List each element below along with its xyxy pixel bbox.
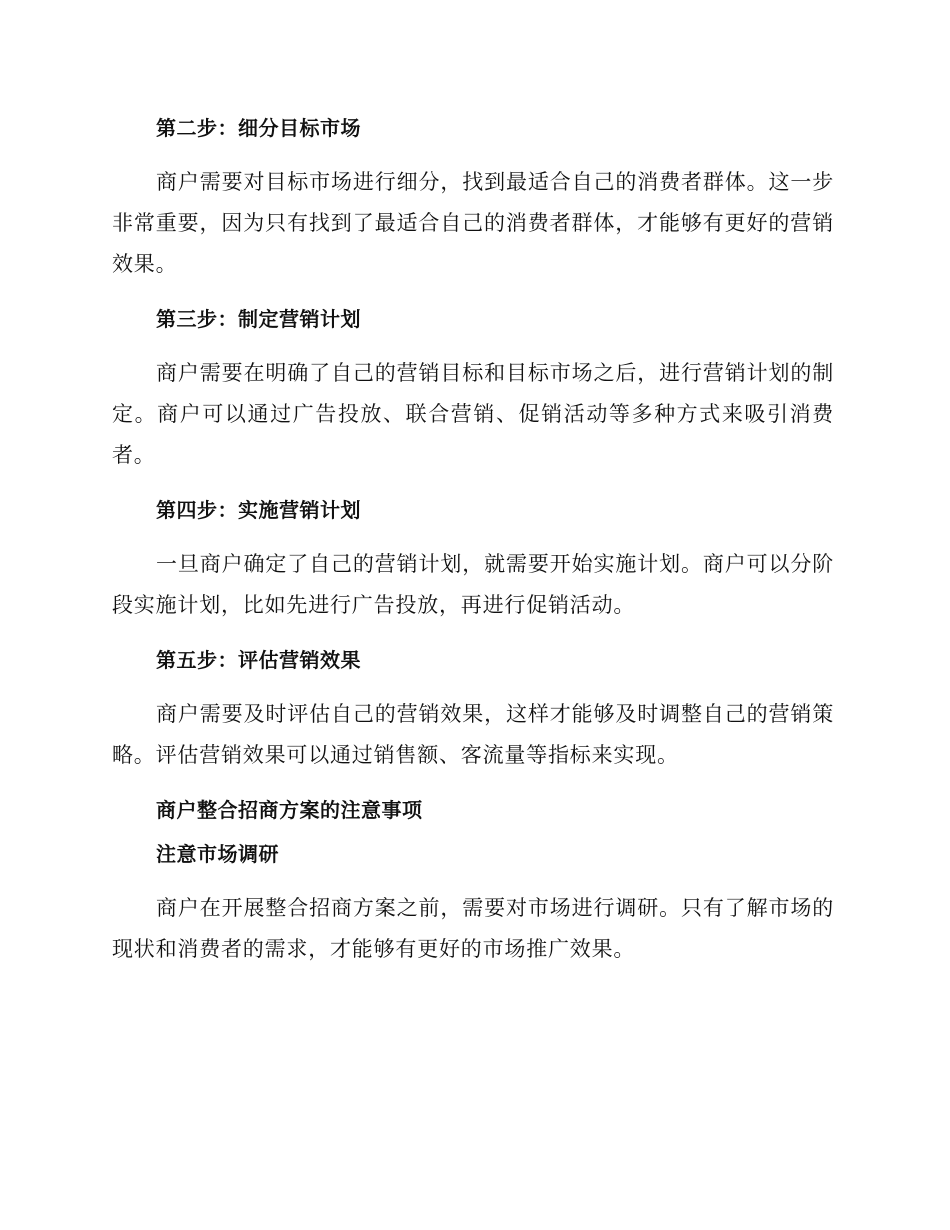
document-body xyxy=(112,108,834,984)
section-heading-step-2: 第二步：细分目标市场 xyxy=(156,116,361,140)
section-paragraph-step-2: 商户需要对目标市场进行细分，找到最适合自己的消费者群体。这一步非常重要，因为只有找到了最适合自己的消费者群体，才能够有更好的营销效果。 xyxy=(112,170,834,276)
section-paragraph-step-4: 一旦商户确定了自己的营销计划，就需要开始实施计划。商户可以分阶段实施计划，比如先进行广告投放，再进行促销活动。 xyxy=(112,552,834,617)
notes-title: 商户整合招商方案的注意事项 xyxy=(156,798,423,822)
notes-paragraph: 商户在开展整合招商方案之前，需要对市场进行调研。只有了解市场的现状和消费者的需求，才能够有更好的市场推广效果。 xyxy=(112,896,834,961)
section-heading-step-3: 第三步：制定营销计划 xyxy=(156,307,361,331)
notes-subheading: 注意市场调研 xyxy=(156,842,279,866)
section-heading-step-5: 第五步：评估营销效果 xyxy=(156,648,361,672)
section-paragraph-step-5: 商户需要及时评估自己的营销效果，这样才能够及时调整自己的营销策略。评估营销效果可以通过销售额、客流量等指标来实现。 xyxy=(112,702,834,767)
section-paragraph-step-3: 商户需要在明确了自己的营销目标和目标市场之后，进行营销计划的制定。商户可以通过广告投放、联合营销、促销活动等多种方式来吸引消费者。 xyxy=(112,361,834,467)
section-heading-step-4: 第四步：实施营销计划 xyxy=(156,498,361,522)
